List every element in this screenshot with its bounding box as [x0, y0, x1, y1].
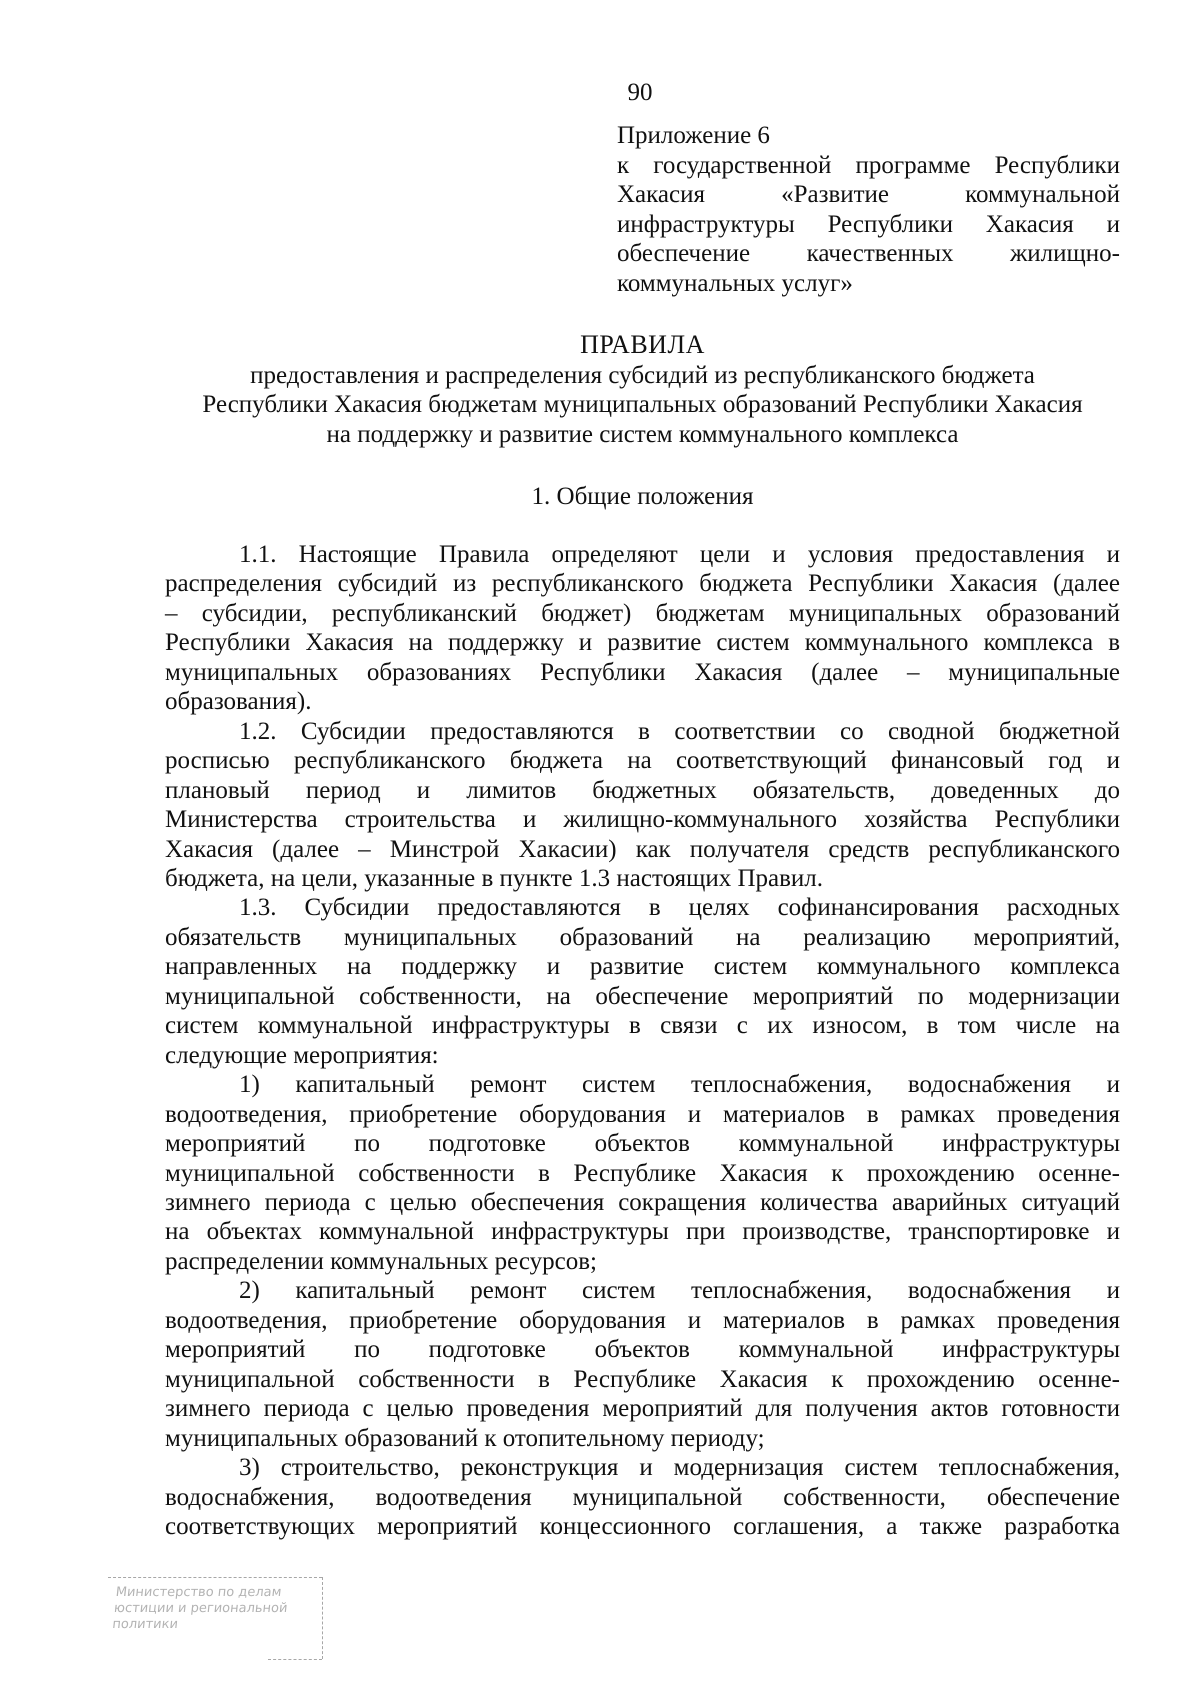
body-line: 2) капитальный ремонт систем теплоснабжения, водоснабжения и [239, 1277, 1120, 1305]
appendix-line: инфраструктуры Республики Хакасия и [617, 210, 1120, 238]
stamp-border-top [108, 1577, 322, 1578]
body-line: соответствующих мероприятий концессионного соглашения, а также разработка [165, 1512, 1120, 1540]
body-line: бюджета, на цели, указанные в пункте 1.3 настоящих Правил. [165, 864, 824, 892]
body-line: муниципальной собственности в Республике Хакасия к прохождению осенне- [165, 1365, 1120, 1393]
appendix-line: обеспечение качественных жилищно- [617, 240, 1120, 267]
stamp-text [111, 1585, 320, 1633]
body-text [165, 540, 1120, 1541]
document-subtitle-line: на поддержку и развитие систем коммунального комплекса [326, 420, 959, 448]
appendix-line: к государственной программе Республики [617, 151, 1120, 179]
document-title: ПРАВИЛА [580, 330, 705, 359]
stamp-border-bottom [268, 1659, 322, 1660]
body-line: 1) капитальный ремонт систем теплоснабжения, водоснабжения и [239, 1071, 1120, 1099]
registration-stamp [108, 1577, 326, 1671]
body-line: мероприятий по подготовке объектов коммунальной инфраструктуры [165, 1336, 1120, 1364]
document-subtitle-line: Республики Хакасия бюджетам муниципальных образований Республики Хакасия [202, 391, 1083, 418]
body-line: Министерства строительства и жилищно-коммунального хозяйства Республики [165, 806, 1120, 834]
body-line: – субсидии, республиканский бюджет) бюджетам муниципальных образований [165, 599, 1120, 627]
body-line: водоотведения, приобретение оборудования и материалов в рамках проведения [165, 1100, 1120, 1128]
body-line: водоотведения, приобретение оборудования и материалов в рамках проведения [165, 1306, 1120, 1334]
stamp-border-right [322, 1577, 323, 1659]
stamp-line: юстиции и региональной [113, 1601, 289, 1616]
body-line: 1.3. Субсидии предоставляются в целях софинансирования расходных [239, 894, 1120, 922]
appendix-line: Хакасия «Развитие коммунальной [617, 181, 1120, 208]
body-line: направленных на поддержку и развитие систем коммунального комплекса [165, 953, 1120, 981]
appendix-line: коммунальных услуг» [617, 269, 853, 297]
document-title-block [165, 330, 1120, 449]
section-heading: 1. Общие положения [531, 483, 754, 510]
body-line: зимнего периода с целью обеспечения сокращения количества аварийных ситуаций [165, 1188, 1120, 1216]
body-line: обязательств муниципальных образований на реализацию мероприятий, [165, 923, 1120, 951]
body-line: водоснабжения, водоотведения муниципальной собственности, обеспечение [165, 1483, 1120, 1511]
body-line: 1.1. Настоящие Правила определяют цели и условия предоставления и [239, 541, 1120, 568]
body-line: плановый период и лимитов бюджетных обязательств, доведенных до [165, 776, 1120, 804]
body-line: на объектах коммунальной инфраструктуры при производстве, транспортировке и [165, 1218, 1120, 1246]
stamp-line: Министерство по делам [114, 1585, 283, 1600]
stamp-line: политики [111, 1617, 179, 1632]
body-line: распределения субсидий из республиканского бюджета Республики Хакасия (далее [165, 570, 1120, 598]
body-line: муниципальных образований к отопительному периоду; [165, 1424, 765, 1452]
body-line: систем коммунальной инфраструктуры в связи с их износом, в том числе на [165, 1012, 1120, 1040]
body-line: 3) строительство, реконструкция и модернизация систем теплоснабжения, [239, 1454, 1120, 1482]
body-line: муниципальной собственности, на обеспечение мероприятий по модернизации [165, 982, 1120, 1010]
appendix-reference [617, 121, 1120, 298]
body-line: образования). [165, 688, 312, 716]
body-line: 1.2. Субсидии предоставляются в соответствии со сводной бюджетной [239, 717, 1120, 745]
appendix-line: Приложение 6 [617, 122, 770, 149]
body-line: зимнего периода с целью проведения мероприятий для получения актов готовности [165, 1395, 1120, 1423]
body-line: следующие мероприятия: [165, 1041, 439, 1069]
document-subtitle-line: предоставления и распределения субсидий из республиканского бюджета [250, 361, 1035, 389]
body-line: Хакасия (далее – Минстрой Хакасии) как получателя средств республиканского [165, 835, 1120, 863]
body-line: росписью республиканского бюджета на соответствующий финансовый год и [165, 747, 1120, 775]
body-line: распределении коммунальных ресурсов; [165, 1247, 597, 1275]
body-line: мероприятий по подготовке объектов коммунальной инфраструктуры [165, 1130, 1120, 1158]
page-number: 90 [627, 79, 653, 106]
body-line: муниципальных образованиях Республики Хакасия (далее – муниципальные [165, 658, 1120, 686]
body-line: муниципальной собственности в Республике Хакасия к прохождению осенне- [165, 1159, 1120, 1187]
body-line: Республики Хакасия на поддержку и развитие систем коммунального комплекса в [165, 629, 1120, 657]
